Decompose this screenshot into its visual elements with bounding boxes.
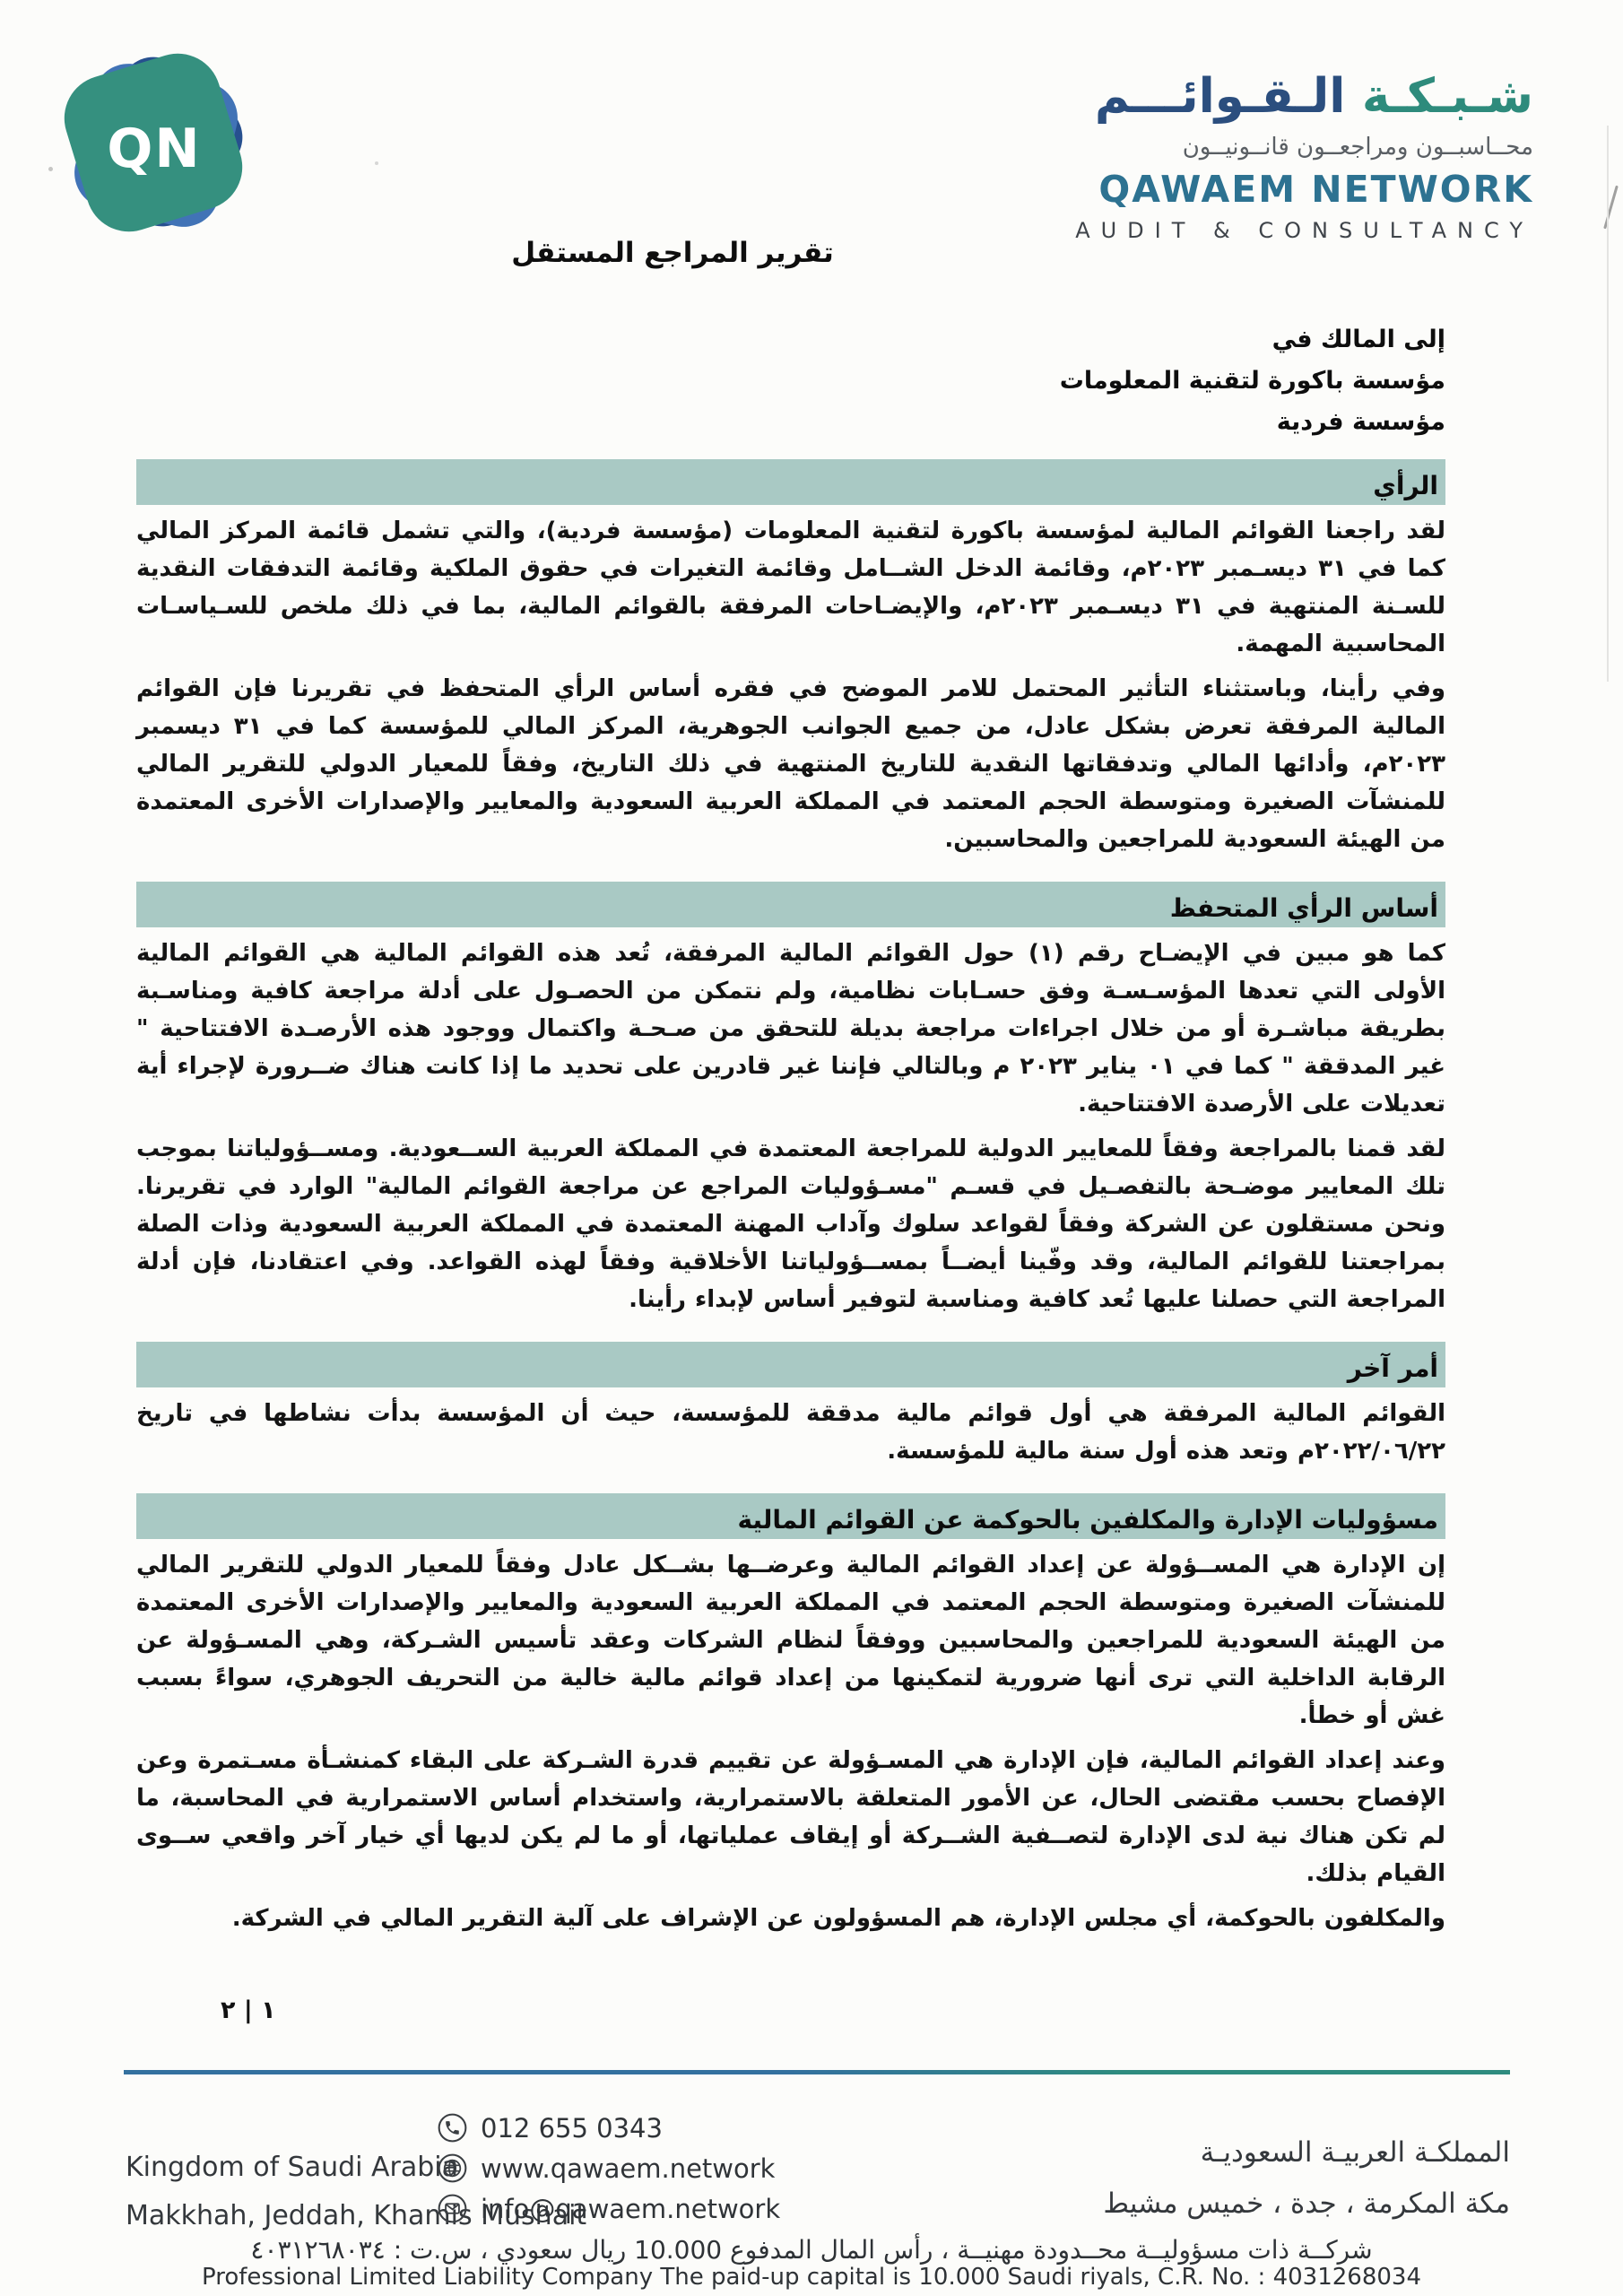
addressee-block — [1060, 319, 1445, 443]
email-row — [438, 2188, 780, 2229]
website-row — [438, 2148, 780, 2188]
footer-legal-english: Professional Limited Liability Company The paid-up capital is 10.000 Saudi riyals, C.R. No. : 4031268034 — [201, 2264, 1421, 2291]
section-heading-other-matter: أمر آخر — [136, 1342, 1445, 1387]
management-paragraph-2: وعند إعداد القوائم المالية، فإن الإدارة هي المسـؤولة عن تقييم قدرة الشـركة على البقاء كمنشـأة مسـتمرة وعن الإفصاح بحسب مقتضى الحال، عن الأمور المتعلقة بالاستمرارية، واستخدام أساس الاستمرارية في المحاسبة، ما لم تكن هناك نية لدى الإدارة لتصــفية الشــركة أو إيقاف عملياتها، أو ما لم يكن لديها أي خيار آخر واقعي ســوى القيام بذلك. — [136, 1747, 1445, 1887]
footer-country-ar: المملكـة العربيـة السعوديـة — [1200, 2136, 1510, 2169]
management-paragraph-1: إن الإدارة هي المســؤولة عن إعداد القوائم المالية وعرضــها بشــكل عادل وفقاً للمعيار الدولي للتقرير المالي للمنشآت الصغيرة ومتوسطة الحجم المعتمد في المملكة العربية السعودية والمعايير والإصدارات الأخرى المعتمدة من الهيئة السعودية للمراجعين والمحاسبين ووفقاً لنظام الشركات وعقد تأسيس الشـركة، وهي المسـؤولة عن الرقابة الداخلية التي ترى أنها ضرورية لتمكينها من إعداد قوائم مالية خالية من التحريف الجوهري، سواءً بسبب غش أو خطأ. — [136, 1552, 1445, 1729]
footer-location-ar — [1103, 2127, 1510, 2230]
qn-monogram: QN — [107, 117, 202, 180]
phone-number: 012 655 0343 — [481, 2112, 663, 2144]
section-opinion — [136, 459, 1445, 858]
scan-speck — [48, 167, 53, 171]
website-url: www.qawaem.network — [481, 2152, 776, 2184]
report-body — [136, 459, 1445, 1937]
brand-english-name: QAWAEM NETWORK — [1098, 167, 1533, 211]
footer-cities-en: Makkhah, Jeddah, Khamis Mushait — [126, 2200, 587, 2231]
page-title: تقرير المراجع المستقل — [511, 237, 834, 269]
phone-icon — [438, 2113, 467, 2143]
phone-row — [438, 2108, 780, 2148]
brand-arabic-word-1: شـبـكـة — [1361, 69, 1533, 124]
qn-logo — [47, 36, 262, 251]
addressee-line-2: مؤسسة باكورة لتقنية المعلومات — [1059, 367, 1445, 395]
pen-mark — [1603, 186, 1619, 230]
section-heading-management: مسؤوليات الإدارة والمكلفين بالحوكمة عن القوائم المالية — [136, 1493, 1445, 1539]
footer-legal-arabic: شركــة ذات مسؤوليــة محــدودة مهنيــة ، رأس المال المدفوع 10.000 ريال سعودي ، س.ت : ٤٠٣١٢٦٨٠٣٤ — [250, 2235, 1373, 2265]
scan-speck — [375, 161, 378, 165]
brand-block — [1045, 69, 1533, 243]
footer-cities-ar: مكة المكرمة ، جدة ، خميس مشيط — [1103, 2187, 1510, 2220]
brand-english-tagline: AUDIT & CONSULTANCY — [1075, 217, 1533, 243]
section-management-responsibilities — [136, 1493, 1445, 1937]
management-paragraph-3: والمكلفون بالحوكمة، أي مجلس الإدارة، هم المسؤولون عن الإشراف على آلية التقرير المالي في الشركة. — [231, 1905, 1445, 1932]
scan-edge-shadow — [1607, 126, 1609, 682]
email-address: info@qawaem.network — [481, 2193, 781, 2224]
other-matter-paragraph-1: القوائم المالية المرفقة هي أول قوائم مالية مدققة للمؤسسة، حيث أن المؤسسة بدأت نشاطها في تاريخ ٢٠٢٢/٠٦/٢٢م وتعد هذه أول سنة مالية للمؤسسة. — [136, 1400, 1445, 1465]
section-other-matter — [136, 1342, 1445, 1470]
footer-divider — [124, 2070, 1510, 2074]
addressee-line-1: إلى المالك في — [1271, 326, 1445, 353]
section-heading-opinion: الرأي — [136, 459, 1445, 505]
email-icon — [438, 2194, 467, 2223]
footer-contacts — [438, 2108, 780, 2229]
section-heading-basis: أساس الرأي المتحفظ — [136, 882, 1445, 927]
brand-arabic-word-2: الـقـوائـــم — [1094, 69, 1346, 124]
section-basis-qualified-opinion — [136, 882, 1445, 1318]
brand-arabic-name — [1045, 69, 1533, 124]
brand-arabic-tagline: محــاسبــون ومراجعــون قانــونيــون — [1182, 133, 1533, 161]
addressee-line-3: مؤسسة فردية — [1276, 408, 1445, 436]
page-number: ١ | ٢ — [221, 1996, 276, 2024]
basis-paragraph-1: كما هو مبين في الإيضـاح رقم (١) حول القوائم المالية المرفقة، تُعد هذه القوائم المالية هي القوائم المالية الأولى التي تعدها المؤسـسـة وفق حسـابات نظامية، ولم نتمكن من الحصـول على أدلة مراجعة كافية ومناسـبة بطريقة مباشـرة أو من خلال اجراءات مراجعة بديلة للتحقق من صـحـة واكتمال ووجود هذه الأرصـدة الافتتاحية " غير المدققة " كما في ٠١ يناير ٢٠٢٣ م وبالتالي فإننا غير قادرين على تحديد ما إذا كانت هناك ضــرورة لإجراء أية تعديلات على الأرصدة الافتتاحية. — [136, 940, 1446, 1118]
footer-country-en: Kingdom of Saudi Arabia — [126, 2152, 459, 2183]
globe-icon — [438, 2153, 467, 2183]
basis-paragraph-2: لقد قمنا بالمراجعة وفقاً للمعايير الدولية للمراجعة المعتمدة في المملكة العربية الســعودية. ومســؤولياتنا بموجب تلك المعايير موضـحة بالتفصـيل في قسـم "مسـؤوليات المراجع عن مراجعة القوائم المالية" الوارد في تقريرنا. ونحن مستقلون عن الشركة وفقاً لقواعد سلوك وآداب المهنة المعتمدة في المملكة العربية السعودية وذات الصلة بمراجعتنا للقوائم المالية، وقد وفّينا أيضــاً بمســؤولياتنا الأخلاقية وفقاً لهذه القواعد. وفي اعتقادنا، فإن أدلة المراجعة التي حصلنا عليها تُعد كافية ومناسبة لتوفير أساس لإبداء رأينا. — [136, 1135, 1445, 1313]
opinion-paragraph-2: وفي رأينا، وباستثناء التأثير المحتمل للامر الموضح في فقره أساس الرأي المتحفظ في تقريرنا فإن القوائم المالية المرفقة تعرض بشكل عادل، من جميع الجوانب الجوهرية، المركز المالي للمؤسسة كما في ٣١ ديسمبر ٢٠٢٣م، وأدائها المالي وتدفقاتها النقدية للتاريخ المنتهية في ذلك التاريخ، وفقاً للمعيار الدولي للتقرير المالي للمنشآت الصغيرة ومتوسطة الحجم المعتمد في المملكة العربية السعودية والمعايير والإصدارات الأخرى المعتمدة من الهيئة السعودية للمراجعين والمحاسبين. — [136, 675, 1445, 853]
opinion-paragraph-1: لقد راجعنا القوائم المالية لمؤسسة باكورة لتقنية المعلومات (مؤسسة فردية)، والتي تشمل قائمة المركز المالي كما في ٣١ ديسـمبر ٢٠٢٣م، وقائمة الدخل الشــامل وقائمة التغيرات في حقوق الملكية وقائمة التدفقات النقدية للسـنة المنتهية في ٣١ ديسـمبر ٢٠٢٣م، والإيضـاحات المرفقة بالقوائم المالية، بما في ذلك ملخص للسـياسـات المحاسبية المهمة. — [136, 517, 1445, 657]
